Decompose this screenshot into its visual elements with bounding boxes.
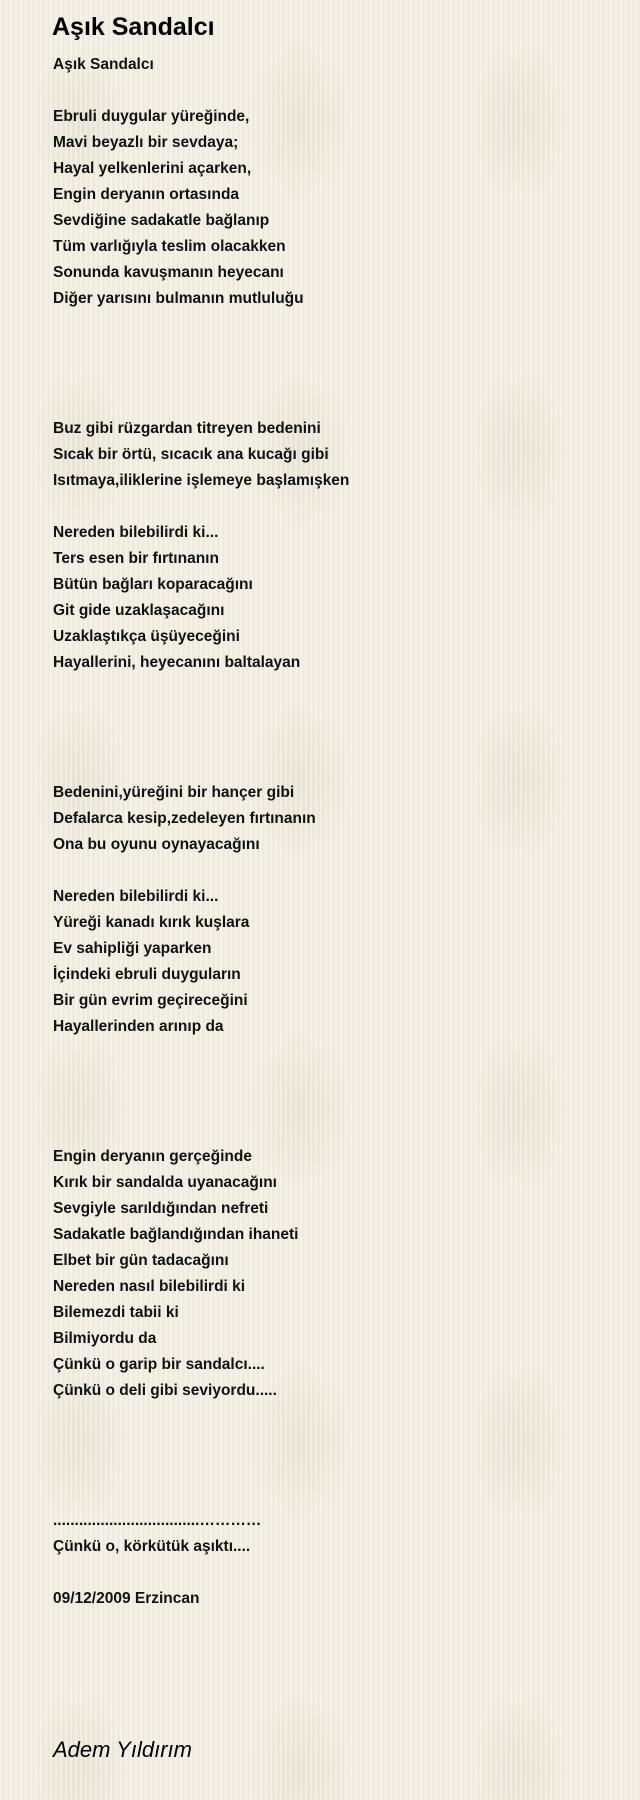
poem-line: Yüreği kanadı kırık kuşlara bbox=[53, 914, 250, 931]
poem-line: Sıcak bir örtü, sıcacık ana kucağı gibi bbox=[53, 446, 329, 463]
poem-line: Engin deryanın gerçeğinde bbox=[53, 1148, 252, 1165]
poem-line: Çünkü o, körkütük aşıktı.... bbox=[53, 1538, 251, 1555]
poem-line: Nereden bilebilirdi ki... bbox=[53, 524, 219, 541]
poem-line: Nereden bilebilirdi ki... bbox=[53, 888, 219, 905]
poem-line: Bilmiyordu da bbox=[53, 1330, 157, 1347]
stanza-gap bbox=[53, 1040, 613, 1144]
poem-line: Bedenini,yüreğini bir hançer gibi bbox=[53, 784, 295, 801]
poem-title: Aşık Sandalcı bbox=[52, 13, 215, 41]
poem-line: Hayallerinden arınıp da bbox=[53, 1018, 224, 1035]
poem-line: Git gide uzaklaşacağını bbox=[53, 602, 225, 619]
stanza-gap bbox=[53, 78, 613, 104]
poem-line: Sevgiyle sarıldığından nefreti bbox=[53, 1200, 269, 1217]
stanza-gap bbox=[53, 676, 613, 780]
poem-line: Çünkü o garip bir sandalcı.... bbox=[53, 1356, 265, 1373]
poem-line: Kırık bir sandalda uyanacağını bbox=[53, 1174, 277, 1191]
poem-line: Diğer yarısını bulmanın mutluluğu bbox=[53, 290, 304, 307]
poem-body bbox=[53, 52, 613, 1612]
poem-line: ..................................………… bbox=[53, 1512, 262, 1529]
poem-dateline: 09/12/2009 Erzincan bbox=[53, 1590, 200, 1607]
poem-line: Ona bu oyunu oynayacağını bbox=[53, 836, 260, 853]
poem-line: Ev sahipliği yaparken bbox=[53, 940, 212, 957]
poem-line: Çünkü o deli gibi seviyordu..... bbox=[53, 1382, 277, 1399]
poem-line: Uzaklaştıkça üşüyeceğini bbox=[53, 628, 240, 645]
stanza-gap bbox=[53, 312, 613, 416]
poem-line: Bilemezdi tabii ki bbox=[53, 1304, 179, 1321]
poem-line: Isıtmaya,iliklerine işlemeye başlamışken bbox=[53, 472, 350, 489]
poem-subtitle: Aşık Sandalcı bbox=[53, 56, 154, 73]
poem-line: İçindeki ebruli duyguların bbox=[53, 966, 241, 983]
stanza-gap bbox=[53, 1404, 613, 1508]
poem-line: Mavi beyazlı bir sevdaya; bbox=[53, 134, 239, 151]
stanza-gap bbox=[53, 1560, 613, 1586]
poem-line: Sonunda kavuşmanın heyecanı bbox=[53, 264, 284, 281]
poem-line: Bir gün evrim geçireceğini bbox=[53, 992, 248, 1009]
poem-line: Buz gibi rüzgardan titreyen bedenini bbox=[53, 420, 321, 437]
poem-line: Defalarca kesip,zedeleyen fırtınanın bbox=[53, 810, 316, 827]
poem-line: Sevdiğine sadakatle bağlanıp bbox=[53, 212, 270, 229]
poem-line: Hayallerini, heyecanını baltalayan bbox=[53, 654, 301, 671]
poem-line: Ebruli duygular yüreğinde, bbox=[53, 108, 250, 125]
poem-line: Tüm varlığıyla teslim olacakken bbox=[53, 238, 286, 255]
poem-line: Nereden nasıl bilebilirdi ki bbox=[53, 1278, 246, 1295]
poem-line: Elbet bir gün tadacağını bbox=[53, 1252, 229, 1269]
stanza-gap bbox=[53, 494, 613, 520]
poem-line: Ters esen bir fırtınanın bbox=[53, 550, 219, 567]
poem-line: Hayal yelkenlerini açarken, bbox=[53, 160, 252, 177]
poem-line: Engin deryanın ortasında bbox=[53, 186, 240, 203]
poem-line: Sadakatle bağlandığından ihaneti bbox=[53, 1226, 299, 1243]
poem-line: Bütün bağları koparacağını bbox=[53, 576, 253, 593]
poem-author: Adem Yıldırım bbox=[53, 1737, 192, 1762]
stanza-gap bbox=[53, 858, 613, 884]
